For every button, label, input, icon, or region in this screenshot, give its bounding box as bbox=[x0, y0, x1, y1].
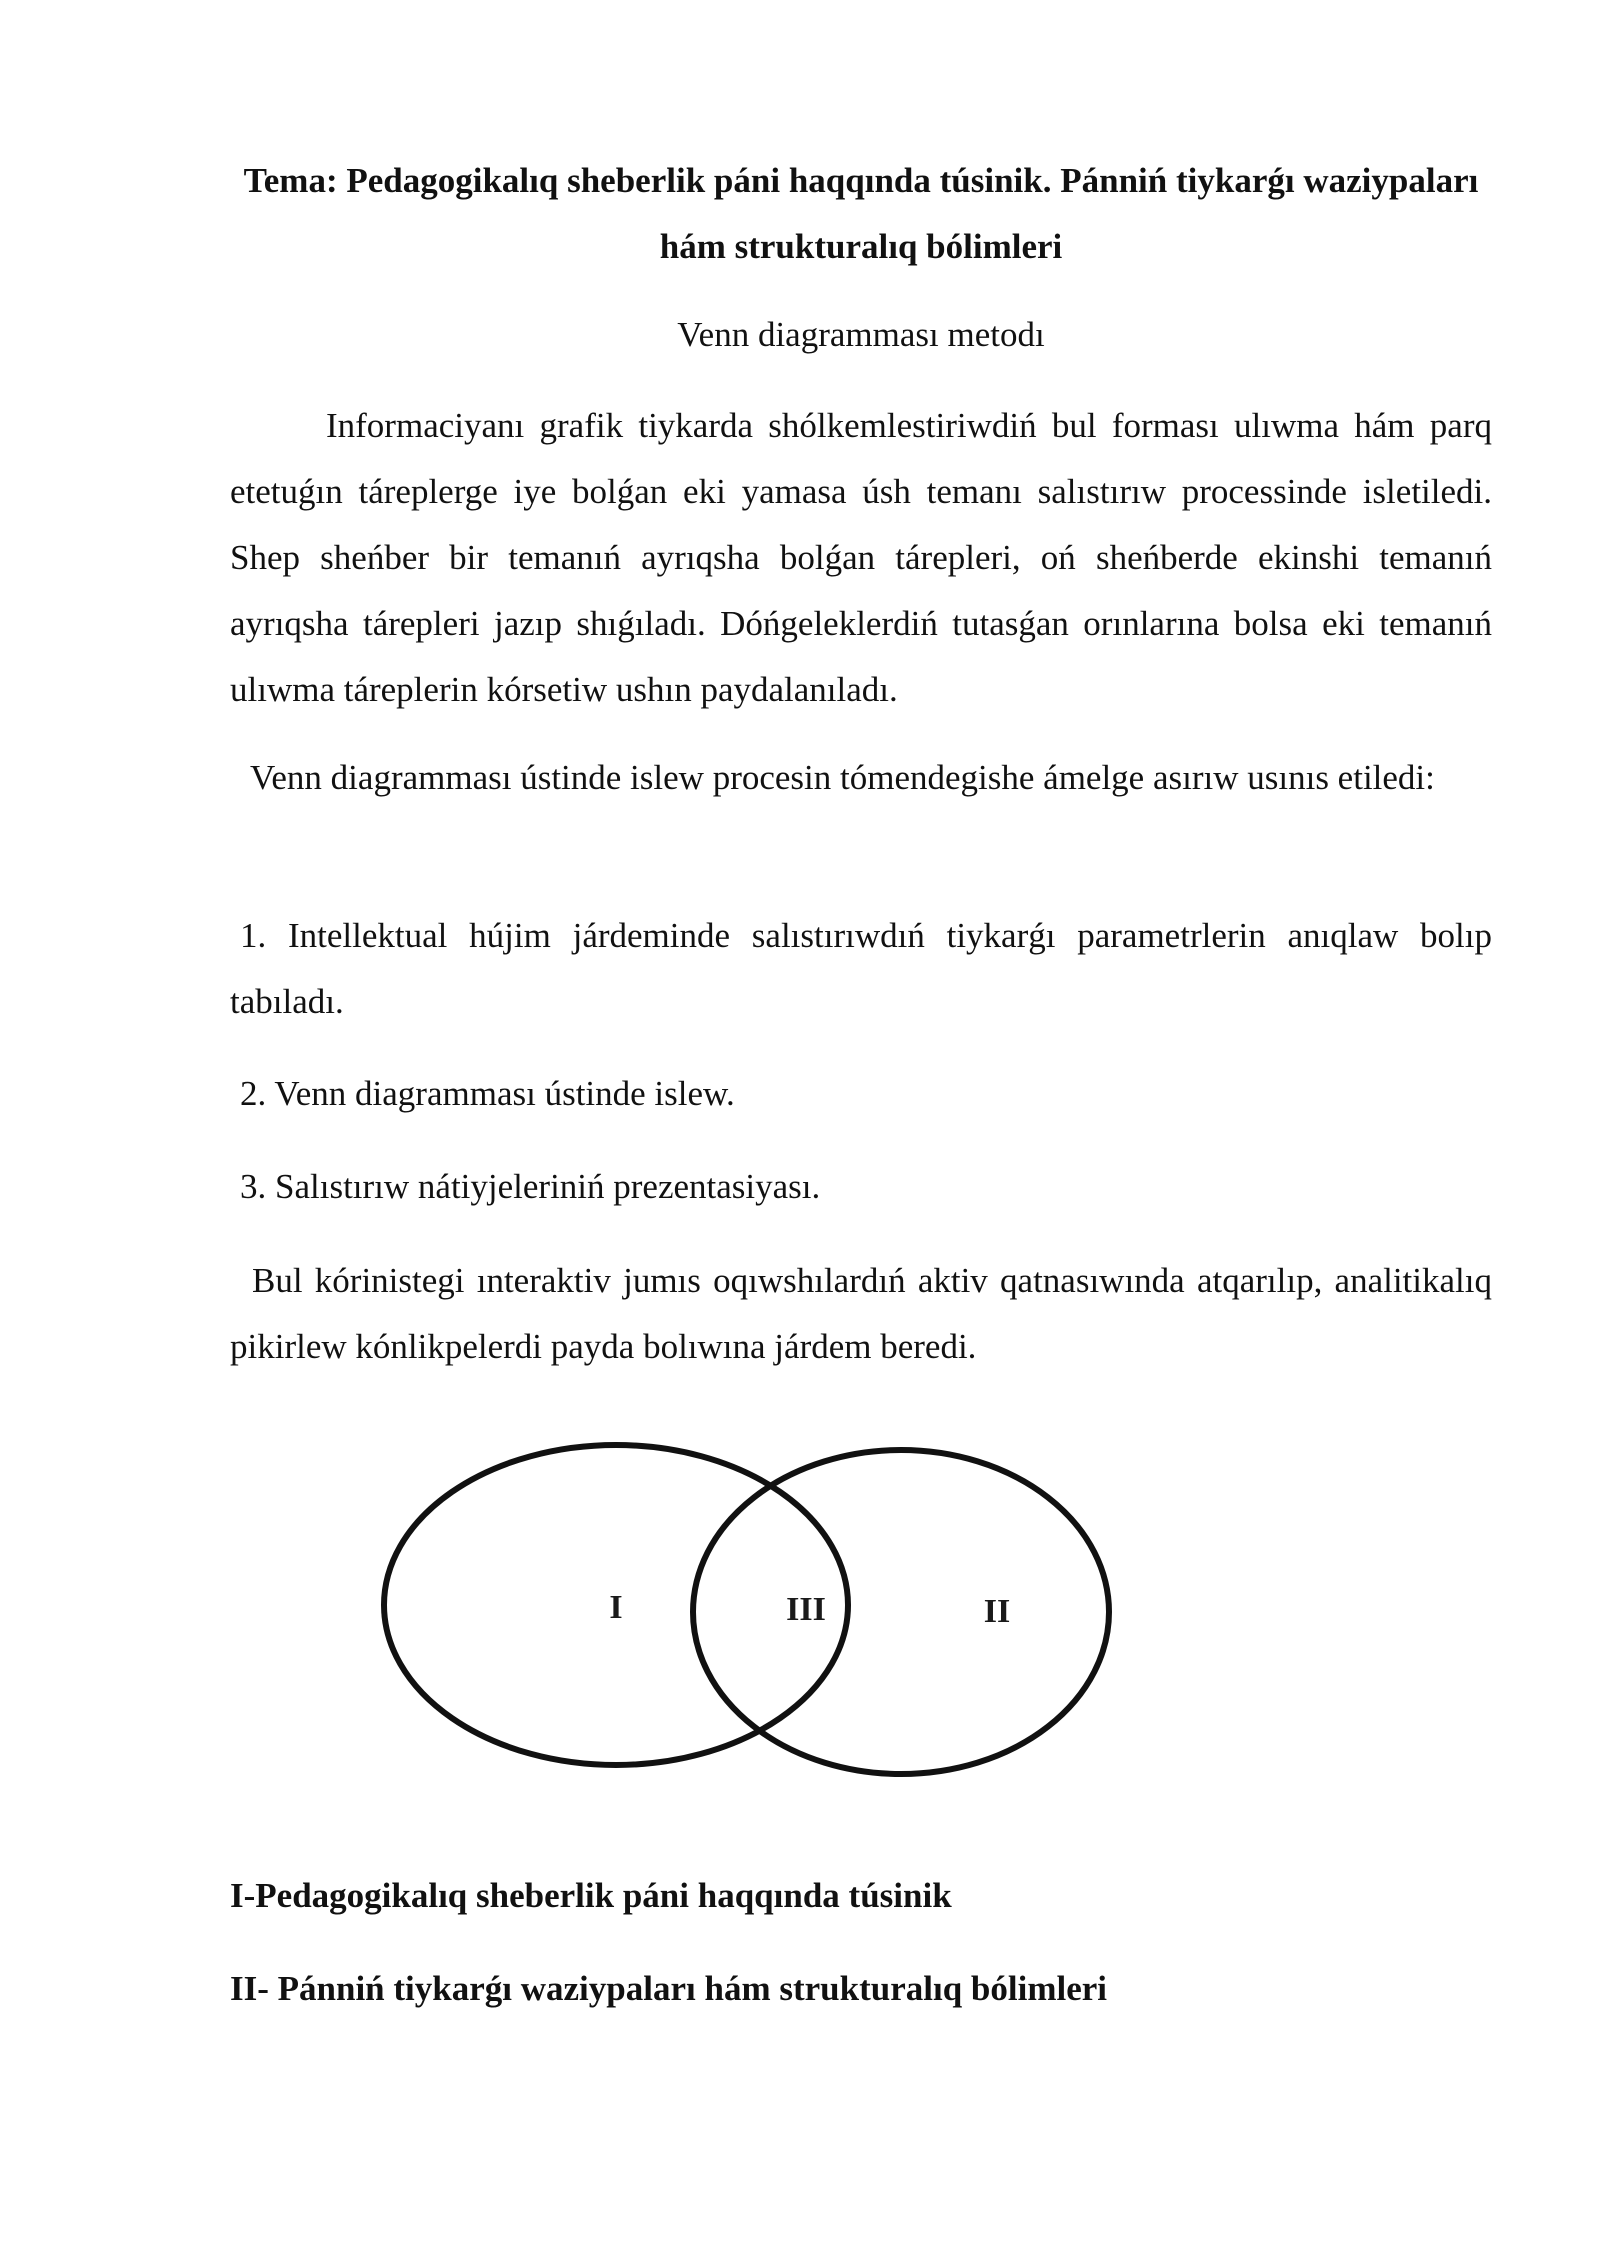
process-intro-paragraph: Venn diagramması ústinde islew procesin tómendegishe ámelge asırıw usınıs etiledi: bbox=[250, 758, 1435, 797]
page-title: Tema: Pedagogikalıq sheberlik páni haqqında túsinik. Pánniń tiykarǵı waziypaları hám strukturalıq bólimleri bbox=[243, 161, 1479, 266]
step-item-1: 1. Intellektual hújim járdeminde salıstırıwdıń tiykarǵı parametrlerin anıqlaw bolıp tabıladı. bbox=[230, 916, 1492, 1021]
intro-paragraph: Informaciyanı grafik tiykarda shólkemlestiriwdiń bul forması ulıwma hám parq etetuǵın tárеplerge iye bolǵan eki yamasa úsh temanı salıstırıw processinde isletiledi. Shep sheńber bir temanıń ayrıqsha bolǵan tárepleri, oń sheńberde ekinshi temanıń ayrıqsha tárepleri jazıp shıǵıladı. Dóńgeleklerdiń tutasǵan orınlarına bolsa eki temanıń ulıwma tárеplerin kórsetiw ushın paydalanıladı. bbox=[230, 406, 1492, 709]
venn-diagram bbox=[380, 1420, 1180, 1800]
venn-left-label: I bbox=[609, 1589, 623, 1626]
closing-paragraph: Bul kórinistegi ınteraktiv jumıs oqıwshılardıń aktiv qatnasıwında atqarılıp, analitikalıq pikirlew kónlikpelerdi payda bolıwına járdem beredi. bbox=[230, 1261, 1492, 1366]
step-item-2: 2. Venn diagramması ústinde islew. bbox=[240, 1074, 735, 1113]
venn-right-label: II bbox=[983, 1593, 1011, 1630]
step-item-3: 3. Salıstırıw nátiyjeleriniń prezentasiyası. bbox=[240, 1167, 821, 1206]
venn-right-circle bbox=[693, 1450, 1109, 1774]
venn-overlap-label: III bbox=[786, 1591, 826, 1628]
legend-item-2: II- Pánniń tiykarǵı waziypaları hám strukturalıq bólimleri bbox=[230, 1969, 1107, 2008]
legend-item-1: I-Pedagogikalıq sheberlik páni haqqında túsinik bbox=[230, 1876, 952, 1915]
method-subtitle: Venn diagramması metodı bbox=[677, 315, 1045, 354]
